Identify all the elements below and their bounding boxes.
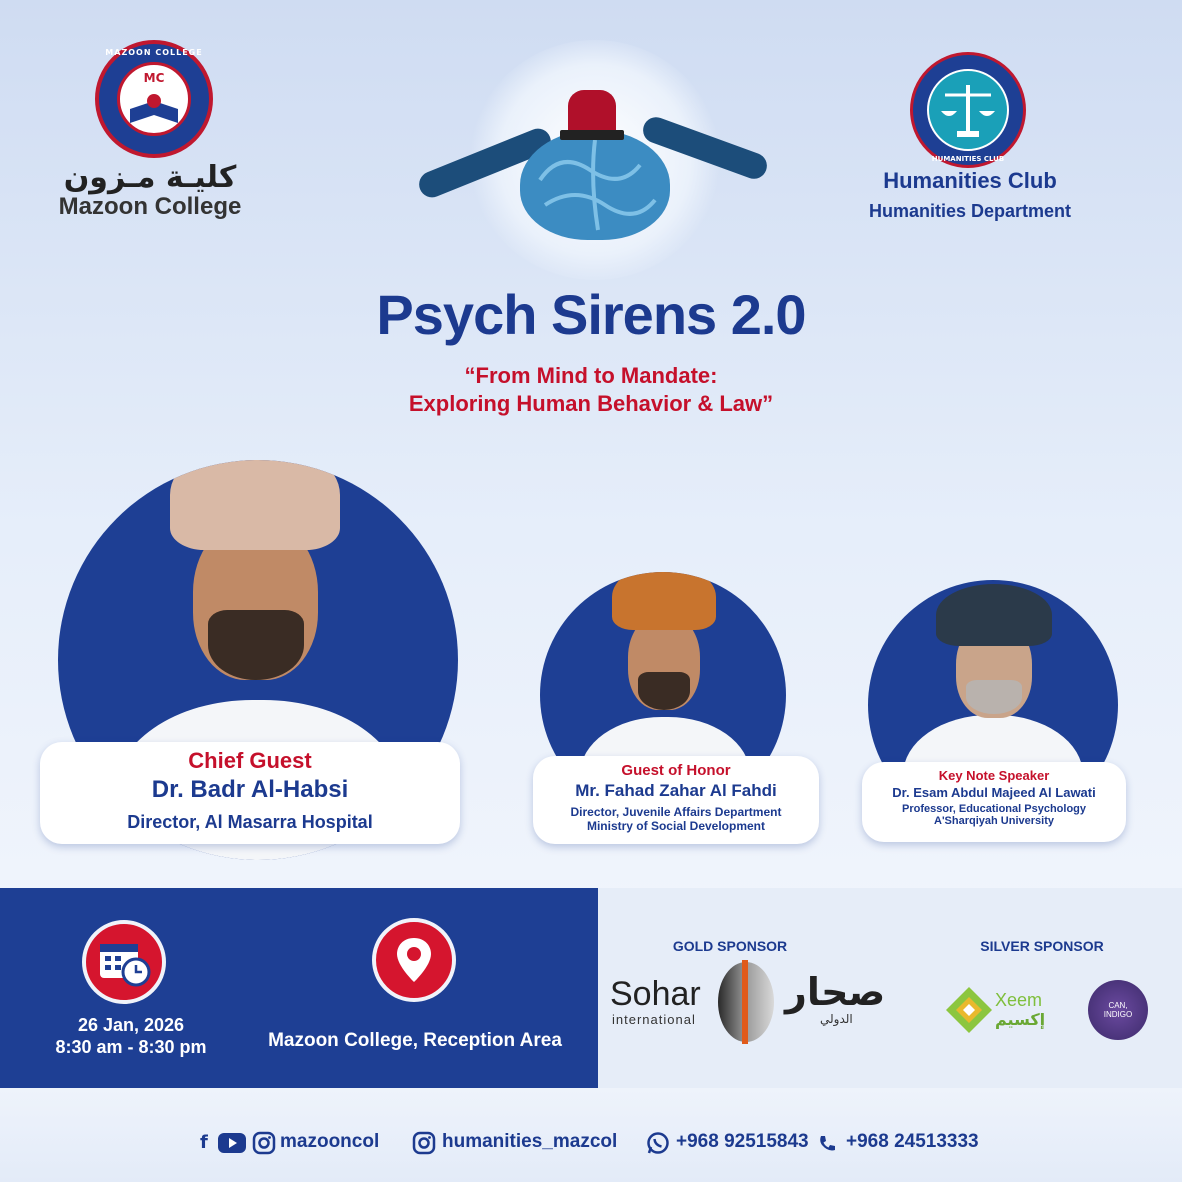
instagram-icon[interactable] bbox=[252, 1131, 276, 1155]
siren-light-icon bbox=[568, 90, 616, 134]
phone-icon[interactable] bbox=[816, 1133, 838, 1155]
college-social-handle[interactable]: mazooncol bbox=[280, 1131, 380, 1152]
humanities-department-title: Humanities Department bbox=[868, 201, 1072, 221]
beard bbox=[638, 672, 690, 710]
guest-of-honor-card bbox=[533, 756, 819, 844]
mazoon-name-english: Mazoon College bbox=[58, 193, 242, 220]
brain-folds-icon bbox=[520, 130, 670, 240]
event-time: 8:30 am - 8:30 pm bbox=[55, 1037, 207, 1057]
calendar-badge bbox=[82, 920, 166, 1004]
event-venue: Mazoon College, Reception Area bbox=[268, 1030, 562, 1051]
chief-guest-role: Chief Guest bbox=[188, 748, 312, 773]
guest-of-honor-role: Guest of Honor bbox=[621, 762, 731, 779]
keynote-speaker-organization: A'Sharqiyah University bbox=[934, 815, 1054, 827]
chief-guest-name: Dr. Badr Al-Habsi bbox=[151, 776, 349, 803]
whatsapp-number[interactable]: +968 92515843 bbox=[676, 1131, 809, 1152]
event-datetime bbox=[20, 1014, 242, 1058]
mazoon-seal-center bbox=[117, 62, 191, 136]
humanities-seal-center bbox=[927, 69, 1009, 151]
event-title: Psych Sirens 2.0 bbox=[376, 283, 806, 346]
can-indigo-logo bbox=[1088, 980, 1148, 1040]
sohar-name-english: Sohar bbox=[610, 975, 701, 1013]
xeem-logo-icon bbox=[944, 985, 994, 1035]
can-indigo-line-1: CAN, bbox=[1108, 1001, 1128, 1010]
turban bbox=[170, 460, 340, 550]
silver-sponsor-label: SILVER SPONSOR bbox=[980, 938, 1104, 954]
humanities-club-title: Humanities Club bbox=[883, 168, 1057, 193]
humanities-seal-text: HUMANITIES CLUB bbox=[931, 155, 1005, 163]
event-subtitle bbox=[0, 362, 1182, 418]
xeem-name-arabic: إكسيم bbox=[995, 1010, 1046, 1029]
scales-of-justice-icon bbox=[929, 71, 1007, 149]
facebook-icon[interactable]: f bbox=[200, 1132, 208, 1153]
sohar-name-arabic: صحار bbox=[785, 970, 886, 1014]
sohar-logo-bar bbox=[742, 960, 748, 1044]
mazoon-college-seal bbox=[95, 40, 213, 158]
keynote-speaker-card bbox=[862, 762, 1126, 842]
humanities-club-seal bbox=[910, 52, 1026, 168]
chief-guest-card bbox=[40, 742, 460, 844]
event-subtitle-line-1: “From Mind to Mandate: bbox=[464, 363, 718, 388]
guest-of-honor-name: Mr. Fahad Zahar Al Fahdi bbox=[575, 781, 777, 800]
xeem-name-english: Xeem bbox=[995, 990, 1043, 1010]
turban bbox=[936, 584, 1052, 646]
whatsapp-icon[interactable] bbox=[646, 1131, 670, 1155]
calendar-clock-icon bbox=[86, 924, 162, 1000]
guest-of-honor-organization: Ministry of Social Development bbox=[586, 819, 766, 833]
book-icon bbox=[120, 89, 188, 129]
sohar-subtitle-english: international bbox=[612, 1012, 696, 1027]
location-badge bbox=[372, 918, 456, 1002]
sohar-subtitle-arabic: الدولي bbox=[820, 1012, 853, 1026]
turban bbox=[612, 572, 716, 630]
keynote-speaker-title: Professor, Educational Psychology bbox=[902, 803, 1086, 815]
event-date: 26 Jan, 2026 bbox=[77, 1015, 185, 1035]
event-subtitle-line-2: Exploring Human Behavior & Law” bbox=[408, 391, 774, 416]
can-indigo-line-2: INDIGO bbox=[1103, 1010, 1133, 1019]
instagram-icon[interactable] bbox=[412, 1131, 436, 1155]
youtube-icon[interactable] bbox=[218, 1133, 246, 1153]
location-pin-icon bbox=[376, 922, 452, 998]
keynote-speaker-name: Dr. Esam Abdul Majeed Al Lawati bbox=[892, 785, 1096, 800]
keynote-speaker-role: Key Note Speaker bbox=[938, 768, 1050, 783]
mazoon-seal-initials: MC bbox=[143, 71, 165, 85]
mazoon-name-arabic: كليـة مـزون bbox=[63, 160, 237, 195]
guest-of-honor-title: Director, Juvenile Affairs Department bbox=[570, 805, 782, 819]
siren-base bbox=[560, 130, 624, 140]
mazoon-seal-text: MAZOON COLLEGE bbox=[105, 48, 203, 57]
gold-sponsor-label: GOLD SPONSOR bbox=[672, 938, 788, 954]
club-instagram-handle[interactable]: humanities_mazcol bbox=[442, 1131, 618, 1152]
brain-illustration bbox=[520, 130, 670, 240]
phone-number[interactable]: +968 24513333 bbox=[846, 1131, 979, 1152]
beard bbox=[966, 680, 1022, 714]
beard bbox=[208, 610, 304, 680]
chief-guest-title: Director, Al Masarra Hospital bbox=[127, 812, 373, 832]
